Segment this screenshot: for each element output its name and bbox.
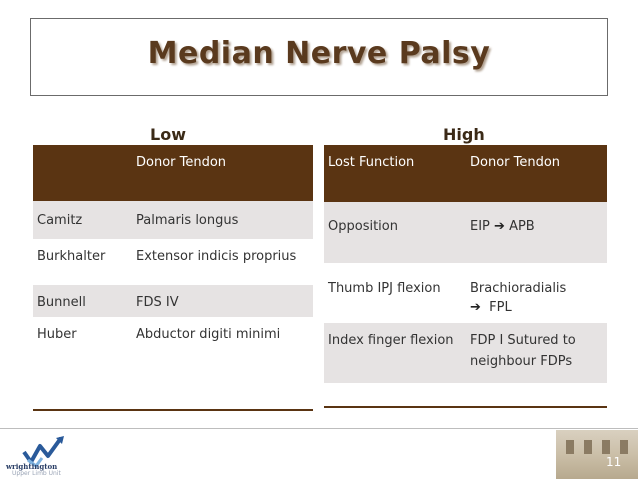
table-header-row: [324, 145, 607, 202]
donor-tendon: Palmaris longus: [132, 201, 313, 239]
donor-tendon-to: FPL: [489, 300, 512, 315]
procedure-name: Bunnell: [33, 285, 132, 317]
arrow-right-icon: ➔: [494, 219, 505, 234]
photo-window: [620, 440, 628, 454]
photo-window: [602, 440, 610, 454]
photo-window: [566, 440, 574, 454]
header-cell: [33, 145, 132, 201]
table-row: [33, 317, 313, 357]
procedure-name: Huber: [33, 317, 132, 357]
donor-tendon: Abductor digiti minimi: [132, 317, 313, 357]
high-median-table: [324, 145, 607, 383]
table-row: [33, 285, 313, 317]
logo-name: wrightington: [6, 462, 58, 471]
procedure-name: Camitz: [33, 201, 132, 239]
donor-tendon: [466, 202, 607, 263]
slide-title: Median Nerve Palsy: [147, 36, 491, 71]
table-row: [324, 202, 607, 263]
donor-tendon: Extensor indicis proprius: [132, 239, 313, 285]
high-heading: High: [443, 125, 485, 144]
lost-function: Thumb IPJ flexion: [324, 263, 466, 323]
table-row: [324, 323, 607, 383]
procedure-name: Burkhalter: [33, 239, 132, 285]
building-photo: [556, 430, 638, 479]
photo-window: [584, 440, 592, 454]
donor-tendon-from: Brachioradialis: [470, 281, 567, 296]
low-heading: Low: [150, 125, 186, 144]
donor-tendon-from: EIP: [470, 219, 490, 234]
donor-tendon-to: APB: [509, 219, 535, 234]
donor-tendon: FDS IV: [132, 285, 313, 317]
header-cell: Donor Tendon: [466, 145, 607, 202]
donor-tendon: FDP I Sutured to neighbour FDPs: [466, 323, 607, 383]
page-number: 11: [606, 455, 622, 469]
footer-divider: [0, 428, 638, 429]
table-row: [33, 201, 313, 239]
table-row: [33, 239, 313, 285]
header-cell: Lost Function: [324, 145, 466, 202]
arrow-right-icon: ➔: [470, 300, 481, 315]
table-row: [33, 357, 313, 379]
logo-subtitle: Upper Limb Unit: [12, 470, 61, 477]
low-table-bottom-rule: [33, 409, 313, 411]
table-row: [324, 263, 607, 323]
lost-function: Opposition: [324, 202, 466, 263]
donor-tendon: [466, 263, 607, 323]
header-cell: Donor Tendon: [132, 145, 313, 201]
lost-function: Index finger flexion: [324, 323, 466, 383]
table-header-row: [33, 145, 313, 201]
low-median-table: [33, 145, 313, 379]
high-table-bottom-rule: [324, 406, 607, 408]
